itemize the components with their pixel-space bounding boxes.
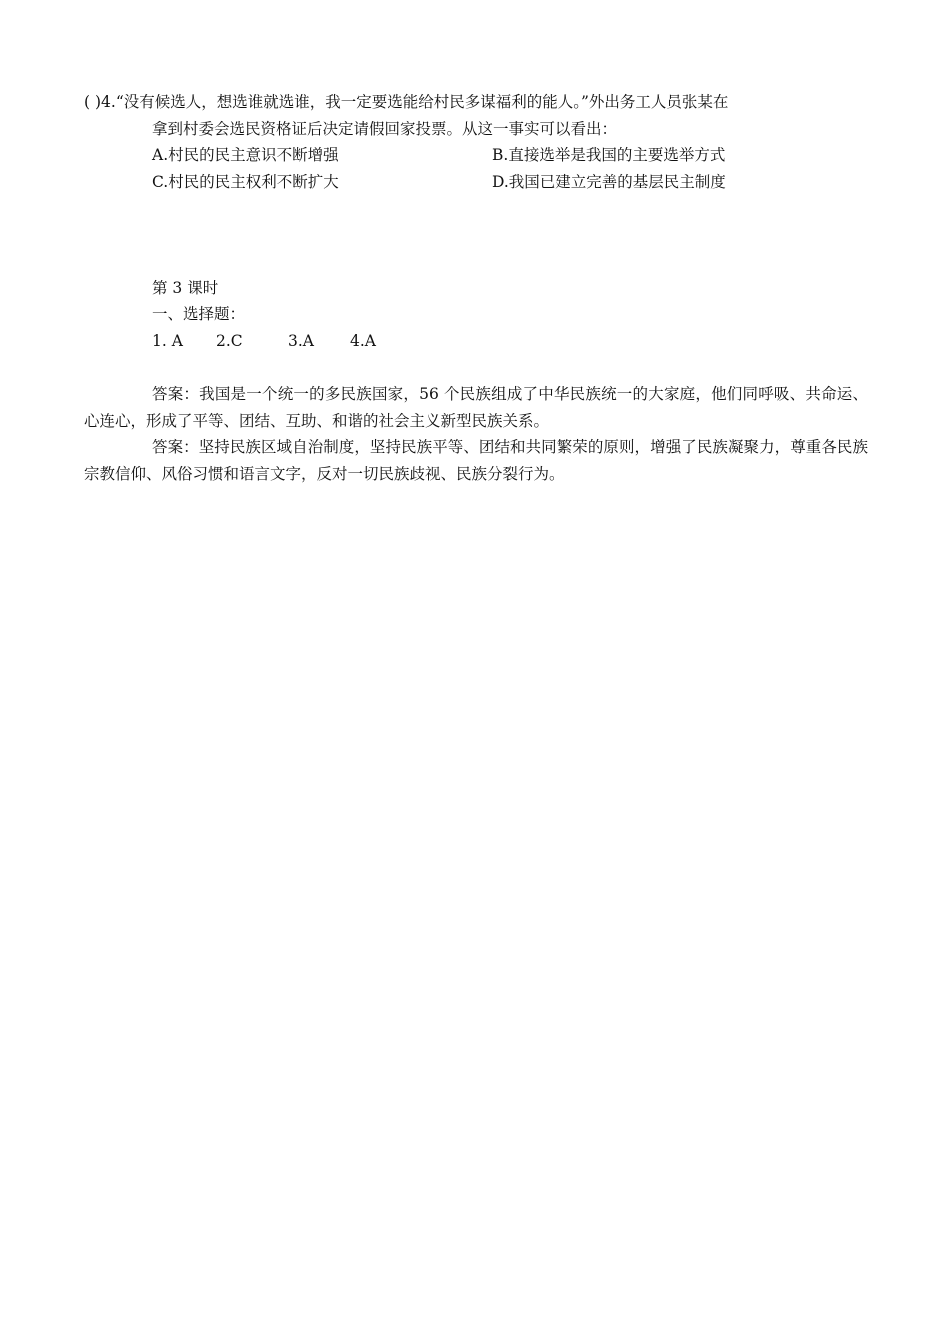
question-4-line-1 [84, 92, 728, 112]
option-c: C.村民的民主权利不断扩大 [152, 173, 339, 191]
choice-answer-3: 3.A [288, 332, 314, 350]
choice-answer-4: 4.A [350, 332, 376, 350]
question-4-text-line-2: 拿到村委会选民资格证后决定请假回家投票。从这一事实可以看出： [152, 120, 618, 138]
choice-answer-2: 2.C [216, 332, 243, 350]
lesson-title: 第 3 课时 [152, 279, 219, 297]
answer-paragraph-1: 答案：我国是一个统一的多民族国家，56 个民族组成了中华民族统一的大家庭，他们同呼吸、共命运、心连心，形成了平等、团结、互助、和谐的社会主义新型民族关系。 [84, 385, 868, 430]
question-4-text-line-1: “没有候选人，想选谁就选谁，我一定要选能给村民多谋福利的能人。”外出务工人员张某在 [115, 93, 729, 111]
choice-answer-1: 1. A [152, 332, 183, 350]
option-b: B.直接选举是我国的主要选举方式 [492, 146, 726, 164]
choice-answers [152, 331, 376, 351]
option-d: D.我国已建立完善的基层民主制度 [492, 173, 726, 191]
answer-paragraph-2: 答案：坚持民族区域自治制度，坚持民族平等、团结和共同繁荣的原则，增强了民族凝聚力，尊重各民族宗教信仰、风俗习惯和语言文字，反对一切民族歧视、民族分裂行为。 [84, 438, 868, 483]
choice-heading: 一、选择题： [152, 305, 246, 323]
option-a: A.村民的民主意识不断增强 [152, 146, 339, 164]
answer-blank: ( )4. [84, 93, 116, 111]
